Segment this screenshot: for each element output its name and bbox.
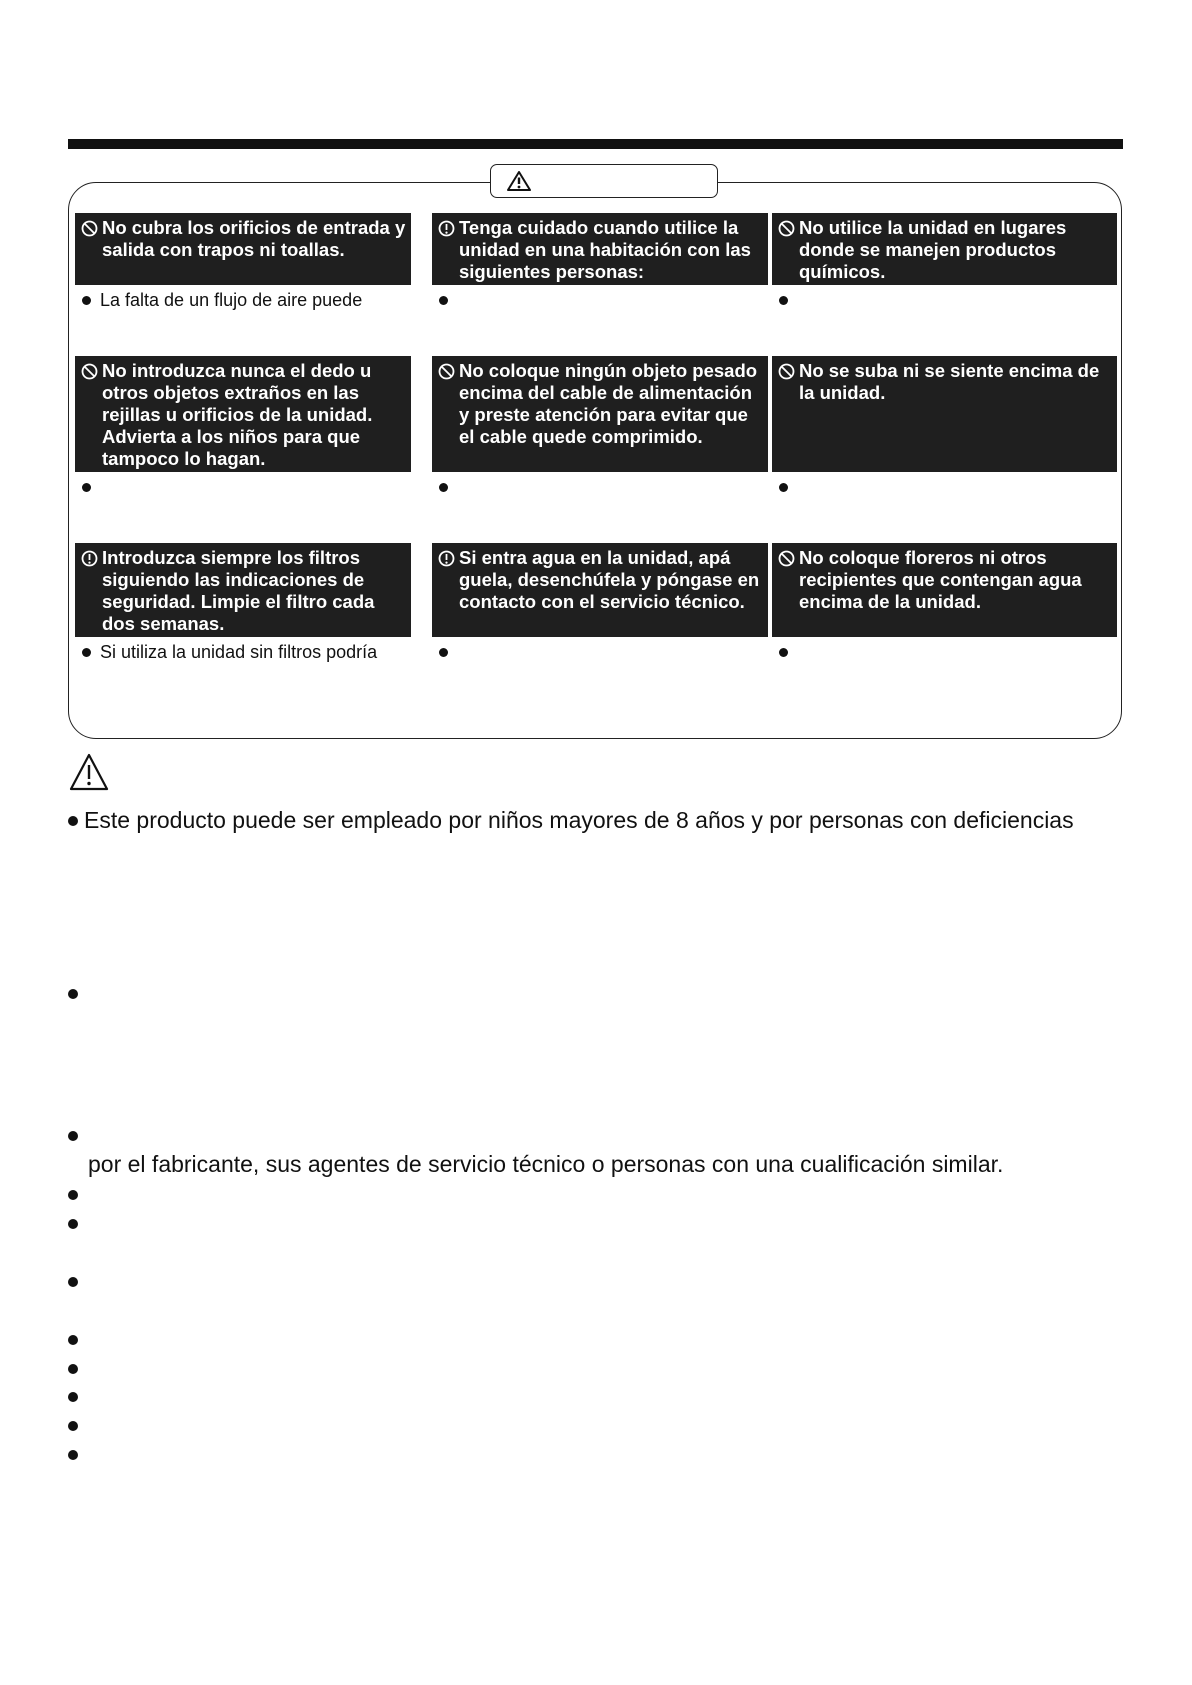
bullet-icon [68,1190,78,1200]
bullet-icon [779,648,788,657]
caution-title: No introduzca nunca el dedo u otros objetos extraños en las rejillas u orificios de la unidad. Advierta a los niños para que tampoco lo hagan. [102,360,373,469]
bullet-icon [82,296,91,305]
caution-title: No coloque floreros ni otros recipientes que contengan agua encima de la unidad. [799,547,1082,612]
caution-header [772,213,1117,285]
bullet-icon [68,1364,78,1374]
bullet-icon [82,483,91,492]
caution-header [432,543,768,637]
caution-title: No coloque ningún objeto pesado encima del cable de alimentación y preste atención para evitar que el cable quede comprimido. [459,360,758,447]
warning-item [68,1440,84,1468]
bullet-icon [68,1219,78,1229]
caution-cell [75,356,411,498]
caution-title: Si entra agua en la unidad, apá guela, desenchúfela y póngase en contacto con el servicio técnico. [459,547,760,612]
prohibition-icon [778,550,795,567]
caution-header [772,356,1117,472]
caution-cell [75,213,411,311]
caution-note [772,289,1117,311]
exclamation-icon [81,550,98,567]
caution-cell [75,543,411,663]
caution-header [432,356,768,472]
caution-note [432,289,768,311]
prohibition-icon [81,220,98,237]
caution-note [772,641,1117,663]
bullet-icon [82,648,91,657]
caution-title: Introduzca siempre los filtros siguiendo las indicaciones de seguridad. Limpie el filtro cada dos semanas. [102,547,375,634]
warning-triangle-icon [506,170,532,192]
caution-cell [432,543,768,663]
bullet-icon [779,483,788,492]
exclamation-icon [438,550,455,567]
exclamation-icon [438,220,455,237]
caution-title: No se suba ni se siente encima de la unidad. [799,360,1100,403]
warning-item [68,1121,84,1149]
caution-header [432,213,768,285]
warning-item [68,1267,84,1295]
bullet-icon [439,483,448,492]
bullet-icon [439,648,448,657]
caution-cell [772,213,1117,311]
warning-item [68,1411,84,1439]
caution-header [772,543,1117,637]
bullet-icon [68,1450,78,1460]
bullet-icon [68,1335,78,1345]
warning-item [68,1180,84,1208]
caution-header [75,543,411,637]
bullet-icon [779,296,788,305]
warning-item [68,979,84,1007]
bullet-icon [68,1421,78,1431]
prohibition-icon [438,363,455,380]
warning-item-continuation: por el fabricante, sus agentes de servicio técnico o personas con una cualificación similar. [88,1151,1004,1177]
caution-header [75,356,411,472]
prohibition-icon [778,363,795,380]
caution-cell [432,213,768,311]
warning-item [68,1325,84,1353]
warning-item: Este producto puede ser empleado por niños mayores de 8 años y por personas con deficiencias [68,806,1074,834]
caution-note [432,641,768,663]
caution-label-tab [490,164,718,198]
top-rule [68,139,1123,149]
caution-title: No cubra los orificios de entrada y salida con trapos ni toallas. [102,217,406,260]
bullet-icon [68,1131,78,1141]
warning-item [68,1209,84,1237]
caution-note [772,476,1117,498]
warning-item [68,1382,84,1410]
bullet-icon [68,816,78,826]
bullet-icon [68,1392,78,1402]
warning-triangle-icon [68,752,110,792]
warning-item [68,1354,84,1382]
caution-note [432,476,768,498]
caution-note: La falta de un flujo de aire puede [75,289,411,311]
caution-title: Tenga cuidado cuando utilice la unidad en una habitación con las siguientes personas: [459,217,751,282]
bullet-icon [439,296,448,305]
caution-header [75,213,411,285]
caution-cell [772,543,1117,663]
caution-cell [772,356,1117,498]
caution-cell [432,356,768,498]
prohibition-icon [81,363,98,380]
bullet-icon [68,989,78,999]
caution-title: No utilice la unidad en lugares donde se manejen productos químicos. [799,217,1067,282]
caution-note: Si utiliza la unidad sin filtros podría [75,641,411,663]
prohibition-icon [778,220,795,237]
caution-note [75,476,411,498]
bullet-icon [68,1277,78,1287]
